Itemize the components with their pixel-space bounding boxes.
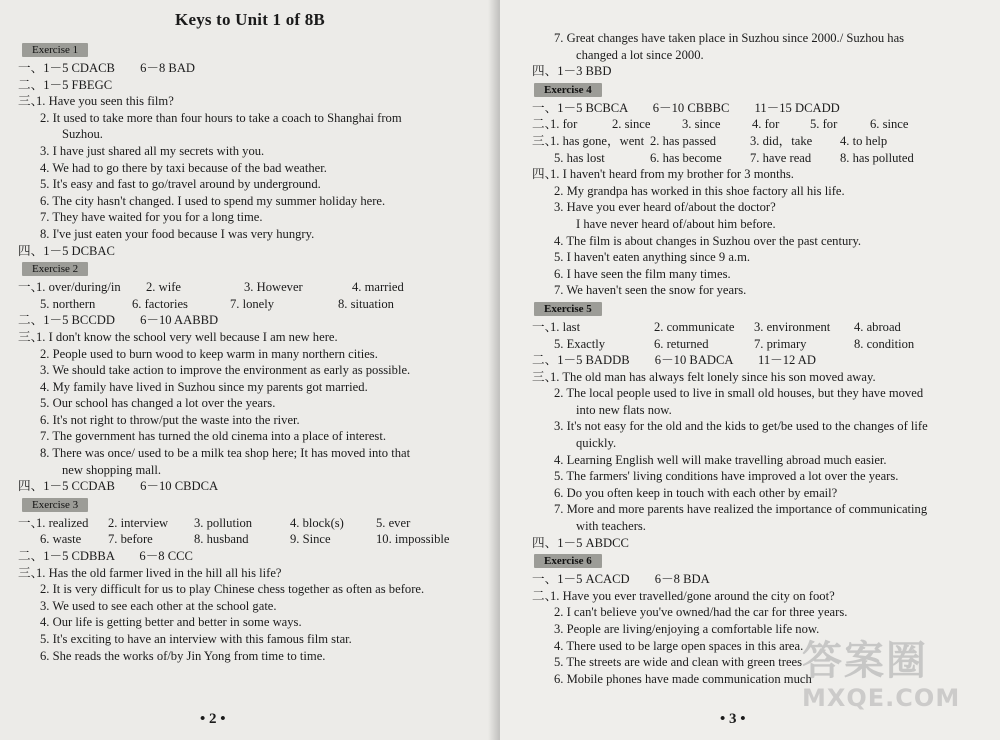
word: 3. since xyxy=(682,117,721,132)
ex1-line xyxy=(18,93,482,110)
exercise-6-label: Exercise 6 xyxy=(534,554,602,568)
ex1-line: 6. The city hasn't changed. I used to spend my summer holiday here. xyxy=(40,193,386,208)
exercise-1-label: Exercise 1 xyxy=(22,43,88,57)
ex5-line: 二、1－5 BADDB 6－10 BADCA 11－12 AD xyxy=(532,353,816,368)
word-row xyxy=(18,515,482,532)
word: 2. has passed xyxy=(650,133,717,148)
word-row xyxy=(18,531,482,548)
ex3-line xyxy=(18,565,482,582)
word: 5. northern xyxy=(40,296,96,311)
page-title: Keys to Unit 1 of 8B xyxy=(175,10,325,29)
right-page xyxy=(500,0,1000,740)
word: 8. has polluted xyxy=(840,150,914,165)
word: 1. realized xyxy=(36,515,89,530)
ex3-line: 5. It's exciting to have an interview with this famous film star. xyxy=(40,632,352,646)
word: 6. has become xyxy=(650,150,722,165)
ex4-line: 7. We haven't seen the snow for years. xyxy=(554,283,747,298)
word: 6. factories xyxy=(132,296,188,311)
word: 6. returned xyxy=(654,336,709,351)
word: 7. have read xyxy=(750,150,812,165)
ex4-line xyxy=(532,166,982,183)
section-marker: 三、 xyxy=(18,329,44,344)
exercise-4-label: Exercise 4 xyxy=(534,83,602,97)
ex2-line: 7. The government has turned the old cinema into a place of interest. xyxy=(40,429,386,444)
word: 3. pollution xyxy=(194,515,253,530)
word: 2. interview xyxy=(108,515,169,530)
exercise-5 xyxy=(532,299,982,551)
section-marker: 四、 xyxy=(532,167,558,182)
word: 6. waste xyxy=(40,532,82,547)
ex4-line: 2. My grandpa has worked in this shoe factory all his life. xyxy=(554,183,845,198)
word: 8. situation xyxy=(338,296,394,311)
ex5-line: 2. The local people used to live in small old houses, but they have moved xyxy=(554,386,924,401)
word: 8. condition xyxy=(854,336,915,351)
ex3-line: 6. She reads the works of/by Jin Yong from time to time. xyxy=(40,648,326,663)
ex1-line: 3. I have just shared all my secrets with you. xyxy=(40,143,265,158)
exercise-5-label: Exercise 5 xyxy=(534,302,602,316)
word: 1. has gone，went xyxy=(550,133,645,148)
exercise-4 xyxy=(532,80,982,299)
ex2-line: 3. We should take action to improve the environment as early as possible. xyxy=(40,363,411,378)
answer: 1. I don't know the school very well because I am new here. xyxy=(36,329,338,344)
ex1-line: 7. They have waited for you for a long time. xyxy=(40,210,263,225)
word: 2. communicate xyxy=(654,319,735,334)
word: 4. block(s) xyxy=(290,515,344,530)
watermark xyxy=(802,638,992,734)
exercise-3-label: Exercise 3 xyxy=(22,498,88,512)
ex2-line: new shopping mall. xyxy=(62,462,161,477)
word: 5. ever xyxy=(376,515,411,530)
word: 5. for xyxy=(810,117,838,132)
word-row xyxy=(532,150,982,167)
exercise-3 xyxy=(18,495,482,664)
answer: 1. Have you ever travelled/gone around the city on foot? xyxy=(550,588,835,603)
word: 4. married xyxy=(352,280,404,295)
word-row xyxy=(532,319,982,336)
ex2-line: 5. Our school has changed a lot over the years. xyxy=(40,396,276,411)
word: 3. However xyxy=(244,280,303,295)
section-marker: 一、 xyxy=(18,280,44,295)
answer: 1. I haven't heard from my brother for 3 months. xyxy=(550,167,794,182)
ex5-line: 7. More and more parents have realized the importance of communicating xyxy=(554,502,928,517)
ex5-line: with teachers. xyxy=(576,519,646,534)
section-marker: 一、 xyxy=(18,515,44,530)
continued-line: 7. Great changes have taken place in Suzhou since 2000./ Suzhou has xyxy=(554,31,905,45)
word: 9. Since xyxy=(290,532,331,547)
word: 2. since xyxy=(612,117,651,132)
page-number: • 3 • xyxy=(720,711,746,727)
word: 4. abroad xyxy=(854,319,901,334)
ex4-line: 3. Have you ever heard of/about the doctor? xyxy=(554,200,776,215)
exercise-2-label: Exercise 2 xyxy=(22,262,88,276)
word: 5. has lost xyxy=(554,150,605,165)
section-marker: 三、 xyxy=(18,94,44,109)
ex2-line: 2. People used to burn wood to keep warm in many northern cities. xyxy=(40,346,378,361)
word: 1. last xyxy=(550,319,581,334)
section-marker: 三、 xyxy=(532,133,558,148)
ex6-line: 2. I can't believe you've owned/had the car for three years. xyxy=(554,605,848,620)
ex5-line: 6. Do you often keep in touch with each other by email? xyxy=(554,485,838,500)
ex2-line: 四、1－5 CCDAB 6－10 CBDCA xyxy=(18,479,219,494)
ex1-line: 2. It used to take more than four hours to take a coach to Shanghai from xyxy=(40,110,402,125)
ex4-line: 5. I haven't eaten anything since 9 a.m. xyxy=(554,250,751,265)
ex6-line: 6. Mobile phones have made communication much xyxy=(554,671,812,686)
section-marker: 一、 xyxy=(532,319,558,334)
section-marker: 二、 xyxy=(532,117,558,132)
exercise-2 xyxy=(18,259,482,495)
ex1-line: 8. I've just eaten your food because I was very hungry. xyxy=(40,226,315,241)
ex6-line: 4. There used to be large open spaces in this area. xyxy=(554,638,804,653)
ex5-line: 5. The farmers' living conditions have improved a lot over the years. xyxy=(554,469,899,484)
ex5-line: quickly. xyxy=(576,436,617,451)
ex1-line: Suzhou. xyxy=(62,127,103,142)
exercise-1 xyxy=(18,40,482,259)
word: 3. environment xyxy=(754,319,831,334)
ex6-line: 一、1－5 ACACD 6－8 BDA xyxy=(532,572,710,587)
word: 4. to help xyxy=(840,133,888,148)
ex5-line xyxy=(532,369,982,386)
word: 6. since xyxy=(870,117,909,132)
answer: 1. Have you seen this film? xyxy=(36,94,174,109)
ex2-line: 8. There was once/ used to be a milk tea shop here; It has moved into that xyxy=(40,446,411,461)
word: 7. lonely xyxy=(230,296,275,311)
word-row xyxy=(532,116,982,133)
ex6-line: 3. People are living/enjoying a comfortable life now. xyxy=(554,622,820,636)
word-row xyxy=(18,279,482,296)
word: 4. for xyxy=(752,117,780,132)
watermark-url: MXQE.COM xyxy=(802,684,961,712)
ex3-line: 4. Our life is getting better and better in some ways. xyxy=(40,615,302,630)
ex4-line: 一、1－5 BCBCA 6－10 CBBBC 11－15 DCADD xyxy=(532,100,840,115)
word: 2. wife xyxy=(146,280,181,295)
ex2-line: 4. My family have lived in Suzhou since my parents got married. xyxy=(40,379,368,394)
ex6-line xyxy=(532,588,982,605)
section-marker: 二、 xyxy=(532,588,558,603)
ex5-line: 4. Learning English well will make travelling abroad much easier. xyxy=(554,452,887,467)
ex4-line: 6. I have seen the film many times. xyxy=(554,266,731,281)
ex1-line: 5. It's easy and fast to go/travel around by underground. xyxy=(40,177,321,192)
ex1-line: 四、1－5 DCBAC xyxy=(18,243,115,258)
ex2-line: 6. It's not right to throw/put the waste into the river. xyxy=(40,412,300,427)
ex5-line: 3. It's not easy for the old and the kids to get/be used to the changes of life xyxy=(554,419,928,434)
word-row xyxy=(532,133,982,150)
word: 7. before xyxy=(108,532,153,547)
ex2-line xyxy=(18,329,482,346)
word-row xyxy=(18,296,482,313)
answer: 1. The old man has always felt lonely since his son moved away. xyxy=(550,369,876,384)
ex1-line: 4. We had to go there by taxi because of the bad weather. xyxy=(40,160,327,175)
ex3-line: 2. It is very difficult for us to play Chinese chess together as often as before. xyxy=(40,582,425,597)
word: 1. over/during/in xyxy=(36,280,121,295)
ex1-line: 一、1－5 CDACB 6－8 BAD xyxy=(18,61,196,75)
ex1-line: 二、1－5 FBEGC xyxy=(18,77,113,92)
continued-line: changed a lot since 2000. xyxy=(576,47,704,62)
word: 8. husband xyxy=(194,532,249,547)
word: 5. Exactly xyxy=(554,336,606,351)
ex6-line: 5. The streets are wide and clean with green trees xyxy=(554,655,803,670)
ex3-line: 3. We used to see each other at the school gate. xyxy=(40,598,277,613)
word: 10. impossible xyxy=(376,532,450,547)
word-row xyxy=(532,336,982,353)
ex4-line: 4. The film is about changes in Suzhou over the past century. xyxy=(554,233,862,248)
page-number: • 2 • xyxy=(200,711,226,727)
watermark-logo: 答案圈 xyxy=(802,638,928,684)
ex5-line: 四、1－5 ABDCC xyxy=(532,535,629,550)
continued-line: 四、1－3 BBD xyxy=(532,64,612,79)
ex4-line: I have never heard of/about him before. xyxy=(576,216,776,231)
word: 7. primary xyxy=(754,336,807,351)
section-marker: 三、 xyxy=(18,565,44,580)
answer: 1. Has the old farmer lived in the hill all his life? xyxy=(36,565,282,580)
word: 3. did，take xyxy=(750,133,813,148)
ex2-line: 二、1－5 BCCDD 6－10 AABBD xyxy=(18,313,219,328)
ex3-line: 二、1－5 CDBBA 6－8 CCC xyxy=(18,549,193,564)
word: 1. for xyxy=(550,117,578,132)
ex5-line: into new flats now. xyxy=(576,402,672,417)
section-marker: 三、 xyxy=(532,369,558,384)
